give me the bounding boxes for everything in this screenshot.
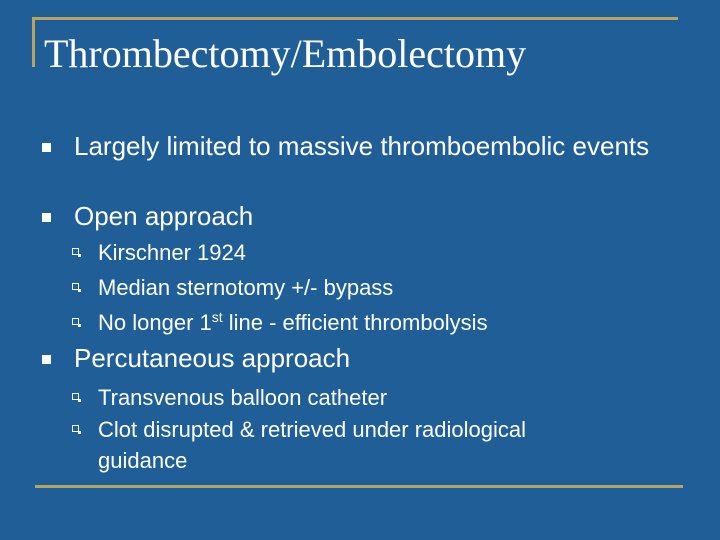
sub-bullet-item: [98, 414, 618, 476]
hollow-square-bullet-icon: [72, 318, 79, 325]
frame-top-line: [32, 17, 678, 20]
hollow-square-bullet-icon: [72, 283, 79, 290]
sub-bullet-text: Transvenous balloon catheter: [98, 385, 388, 410]
frame-bottom-line: [35, 485, 683, 488]
sub-bullet-text: Clot disrupted & retrieved under radiological guidance: [98, 417, 527, 473]
sub-bullet-item: [98, 382, 658, 413]
square-bullet-icon: [42, 355, 51, 364]
frame-left-line: [32, 17, 35, 67]
sub-bullet-text-pre: No longer 1: [98, 310, 212, 335]
bullet-item: [74, 201, 674, 232]
sub-bullet-text: Kirschner 1924: [98, 240, 246, 265]
superscript-ordinal: st: [211, 309, 223, 325]
hollow-square-bullet-icon: [72, 393, 79, 400]
bullet-text: Percutaneous approach: [74, 343, 351, 373]
hollow-square-bullet-icon: [72, 425, 79, 432]
bullet-text: Largely limited to massive thromboembolic events: [74, 131, 650, 161]
sub-bullet-text-post: line - efficient thrombolysis: [222, 310, 488, 335]
sub-bullet-text: Median sternotomy +/- bypass: [98, 275, 394, 300]
bullet-item: [74, 131, 674, 162]
bullet-text: Open approach: [74, 201, 254, 231]
square-bullet-icon: [42, 143, 51, 152]
bullet-item: [74, 343, 674, 374]
square-bullet-icon: [42, 213, 51, 222]
sub-bullet-item: [98, 307, 658, 338]
sub-bullet-item: [98, 237, 658, 268]
slide-title: Thrombectomy/Embolectomy: [44, 31, 527, 76]
sub-bullet-item: [98, 272, 658, 303]
hollow-square-bullet-icon: [72, 248, 79, 255]
